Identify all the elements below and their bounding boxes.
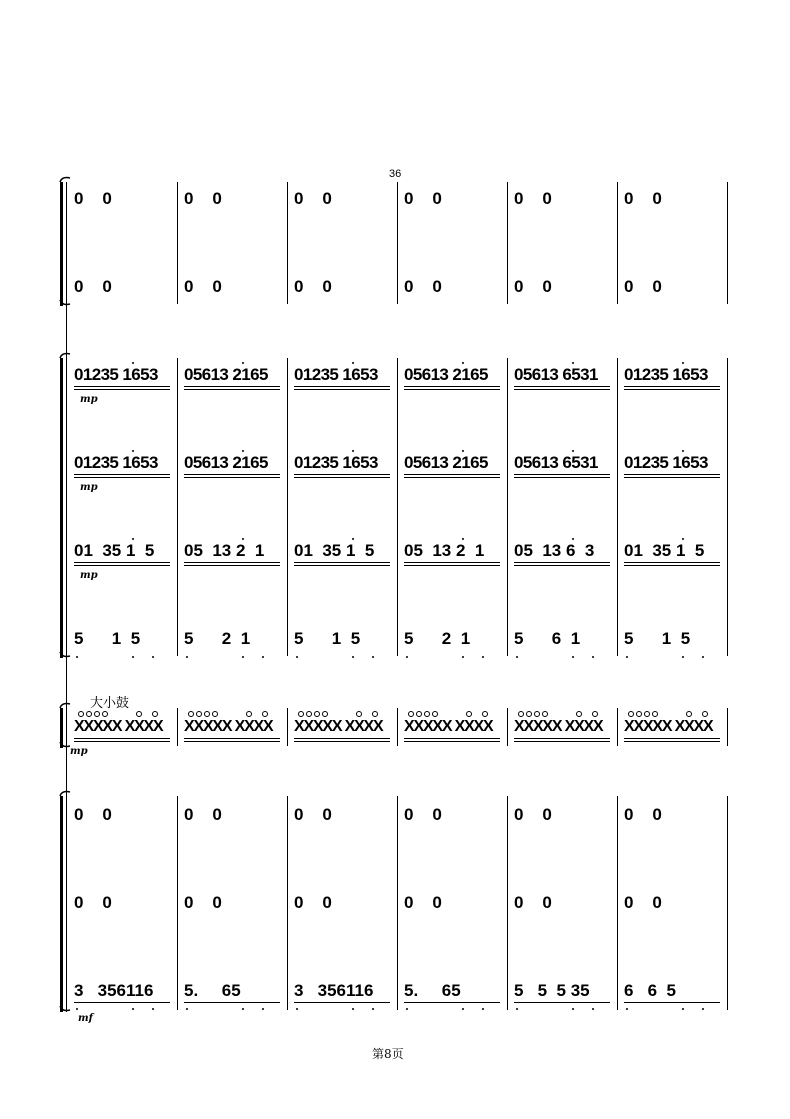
accent-ring [652,711,658,717]
accent-ring [102,711,108,717]
measure-notes: 0 0 [404,189,442,208]
octave-dot [482,656,484,658]
accent-ring [136,711,142,717]
barline [507,182,508,304]
beam-line [624,741,720,742]
measure-notes: XXXXX XXXX [294,718,383,735]
measure-notes: 0 0 [74,893,112,912]
barline [397,182,398,304]
accent-ring [424,711,430,717]
octave-dot [626,1008,628,1010]
beam-line [294,562,390,563]
octave-dot [626,656,628,658]
octave-dot [372,656,374,658]
octave-dot [296,1008,298,1010]
octave-dot [682,656,684,658]
beam-line [514,1002,610,1003]
accent-ring [306,711,312,717]
beam-line [184,474,280,475]
beam-line [514,565,610,566]
octave-dot [462,538,464,540]
beam-line [74,738,170,739]
octave-dot [262,656,264,658]
measure-notes: 0 0 [294,805,332,824]
octave-dot [572,1008,574,1010]
dynamic-mark: mf [78,1013,93,1024]
octave-dot [76,656,78,658]
measure-notes: 01235 1653 [624,365,708,384]
measure-notes: 0 0 [184,893,222,912]
octave-dot [152,1008,154,1010]
measure-notes: 05613 2165 [184,365,268,384]
beam-line [74,741,170,742]
beam-line [294,389,390,390]
beam-line [514,386,610,387]
beam-line [184,477,280,478]
beam-line [404,386,500,387]
measure-notes: 0 0 [184,277,222,296]
accent-ring [526,711,532,717]
octave-dot [406,1008,408,1010]
measure-notes: 0 0 [294,189,332,208]
accent-ring [644,711,650,717]
octave-dot [132,450,134,452]
accent-ring [576,711,582,717]
beam-line [404,1002,500,1003]
measure-notes: 0 0 [74,277,112,296]
beam-line [624,1002,720,1003]
measure-notes: 6 6 5 [624,981,676,1000]
measure-notes: XXXXX XXXX [404,718,493,735]
accent-ring [408,711,414,717]
beam-line [294,565,390,566]
octave-dot [682,538,684,540]
barline [617,796,618,1010]
measure-notes: 0 0 [624,805,662,824]
measure-notes: 01235 1653 [294,365,378,384]
barline [397,796,398,1010]
accent-ring [298,711,304,717]
octave-dot [462,656,464,658]
beam-line [294,741,390,742]
octave-dot [406,656,408,658]
octave-dot [516,1008,518,1010]
octave-dot [242,362,244,364]
beam-line [184,741,280,742]
barline [617,708,618,746]
beam-line [294,477,390,478]
octave-dot [482,1008,484,1010]
beam-line [74,562,170,563]
beam-line [514,474,610,475]
barline [507,358,508,656]
barline [617,182,618,304]
measure-notes: 0 0 [404,805,442,824]
beam-line [294,738,390,739]
octave-dot [242,538,244,540]
measure-notes: 0 0 [184,189,222,208]
beam-line [404,565,500,566]
measure-notes: 0 0 [294,277,332,296]
octave-dot [682,1008,684,1010]
barline [727,182,728,304]
measure-notes: 0 0 [74,189,112,208]
beam-line [624,565,720,566]
accent-ring [636,711,642,717]
accent-ring [466,711,472,717]
barline [177,358,178,656]
system-connector [66,658,67,708]
measure-notes: 01 35 1 5 [294,541,375,560]
octave-dot [702,1008,704,1010]
measure-notes: 0 0 [514,277,552,296]
accent-ring [246,711,252,717]
measure-number: 36 [389,168,402,180]
beam-line [294,1002,390,1003]
measure-notes: 5 1 5 [294,629,361,648]
barline [177,182,178,304]
measure-notes: XXXXX XXXX [514,718,603,735]
measure-notes: 0 0 [624,189,662,208]
accent-ring [196,711,202,717]
beam-line [404,562,500,563]
barline [727,796,728,1010]
beam-line [74,389,170,390]
dynamic-mark: mp [80,482,98,493]
accent-ring [534,711,540,717]
measure-notes: 01 35 1 5 [74,541,155,560]
beam-line [184,1002,280,1003]
octave-dot [702,656,704,658]
barline [287,708,288,746]
accent-ring [542,711,548,717]
beam-line [404,474,500,475]
octave-dot [152,656,154,658]
measure-notes: 5 1 5 [74,629,141,648]
octave-dot [242,450,244,452]
measure-notes: 05613 2165 [404,365,488,384]
measure-notes: 5 6 1 [514,629,581,648]
beam-line [74,477,170,478]
accent-ring [94,711,100,717]
accent-ring [432,711,438,717]
measure-notes: 5 1 5 [624,629,691,648]
beam-line [624,738,720,739]
octave-dot [682,450,684,452]
beam-line [184,386,280,387]
accent-ring [322,711,328,717]
barline [397,358,398,656]
page-footer: 第8页 [372,1047,404,1061]
beam-line [514,738,610,739]
octave-dot [132,538,134,540]
measure-notes: 05613 2165 [184,453,268,472]
measure-notes: 0 0 [624,277,662,296]
measure-notes: 01235 1653 [294,453,378,472]
accent-ring [204,711,210,717]
octave-dot [572,450,574,452]
beam-line [514,477,610,478]
measure-notes: 01235 1653 [74,453,158,472]
accent-ring [78,711,84,717]
beam-line [74,565,170,566]
beam-line [184,389,280,390]
octave-dot [186,656,188,658]
dynamic-mark: mp [80,570,98,581]
accent-ring [482,711,488,717]
measure-notes: 5. 65 [404,981,461,1000]
measure-notes: 3 356116 [74,981,154,1000]
octave-dot [352,656,354,658]
beam-line [184,562,280,563]
barline [287,796,288,1010]
measure-notes: 5. 65 [184,981,241,1000]
measure-notes: 05613 2165 [404,453,488,472]
octave-dot [352,538,354,540]
octave-dot [572,656,574,658]
accent-ring [262,711,268,717]
measure-notes: XXXXX XXXX [624,718,713,735]
measure-notes: 0 0 [74,805,112,824]
measure-notes: 05 13 2 1 [404,541,485,560]
octave-dot [572,362,574,364]
accent-ring [356,711,362,717]
barline [727,708,728,746]
measure-notes: XXXXX XXXX [184,718,273,735]
beam-line [514,741,610,742]
accent-ring [86,711,92,717]
octave-dot [572,538,574,540]
octave-dot [372,1008,374,1010]
measure-notes: 0 0 [624,893,662,912]
octave-dot [296,656,298,658]
accent-ring [416,711,422,717]
barline [397,708,398,746]
octave-dot [592,656,594,658]
barline [177,708,178,746]
percussion-label: 大小鼓 [90,696,130,711]
measure-notes: 3 356116 [294,981,374,1000]
dynamic-mark: mp [80,394,98,405]
beam-line [294,474,390,475]
measure-notes: XXXXX XXXX [74,718,163,735]
beam-line [294,386,390,387]
beam-line [624,389,720,390]
measure-notes: 05 13 2 1 [184,541,265,560]
measure-notes: 0 0 [404,893,442,912]
beam-line [184,738,280,739]
beam-line [624,477,720,478]
beam-line [624,562,720,563]
beam-line [74,386,170,387]
barline [177,796,178,1010]
barline [287,182,288,304]
measure-notes: 01235 1653 [74,365,158,384]
octave-dot [242,656,244,658]
accent-ring [686,711,692,717]
octave-dot [516,656,518,658]
measure-notes: 5 2 1 [404,629,471,648]
beam-line [514,389,610,390]
beam-line [404,389,500,390]
measure-notes: 5 5 5 35 [514,981,590,1000]
barline [507,708,508,746]
measure-notes: 5 2 1 [184,629,251,648]
beam-line [624,386,720,387]
barline [507,796,508,1010]
accent-ring [314,711,320,717]
beam-line [404,741,500,742]
measure-notes: 0 0 [404,277,442,296]
measure-notes: 0 0 [184,805,222,824]
measure-notes: 0 0 [514,805,552,824]
beam-line [74,1002,170,1003]
octave-dot [352,362,354,364]
barline [617,358,618,656]
beam-line [184,565,280,566]
octave-dot [462,450,464,452]
octave-dot [76,1008,78,1010]
measure-notes: 05613 6531 [514,365,598,384]
octave-dot [132,1008,134,1010]
measure-notes: 05 13 6 3 [514,541,595,560]
octave-dot [592,1008,594,1010]
octave-dot [352,450,354,452]
beam-line [624,474,720,475]
octave-dot [132,362,134,364]
barline [727,358,728,656]
barline [287,358,288,656]
beam-line [74,474,170,475]
octave-dot [262,1008,264,1010]
system-connector [66,306,67,358]
octave-dot [682,362,684,364]
measure-notes: 0 0 [514,893,552,912]
octave-dot [186,1008,188,1010]
measure-notes: 0 0 [514,189,552,208]
octave-dot [132,656,134,658]
accent-ring [518,711,524,717]
octave-dot [462,362,464,364]
measure-notes: 05613 6531 [514,453,598,472]
measure-notes: 01235 1653 [624,453,708,472]
measure-notes: 0 0 [294,893,332,912]
beam-line [514,562,610,563]
octave-dot [242,1008,244,1010]
octave-dot [462,1008,464,1010]
dynamic-mark: mp [70,746,88,757]
accent-ring [152,711,158,717]
accent-ring [188,711,194,717]
accent-ring [592,711,598,717]
system-connector [66,748,67,796]
accent-ring [372,711,378,717]
accent-ring [702,711,708,717]
beam-line [404,738,500,739]
octave-dot [352,1008,354,1010]
beam-line [404,477,500,478]
measure-notes: 01 35 1 5 [624,541,705,560]
accent-ring [212,711,218,717]
accent-ring [628,711,634,717]
